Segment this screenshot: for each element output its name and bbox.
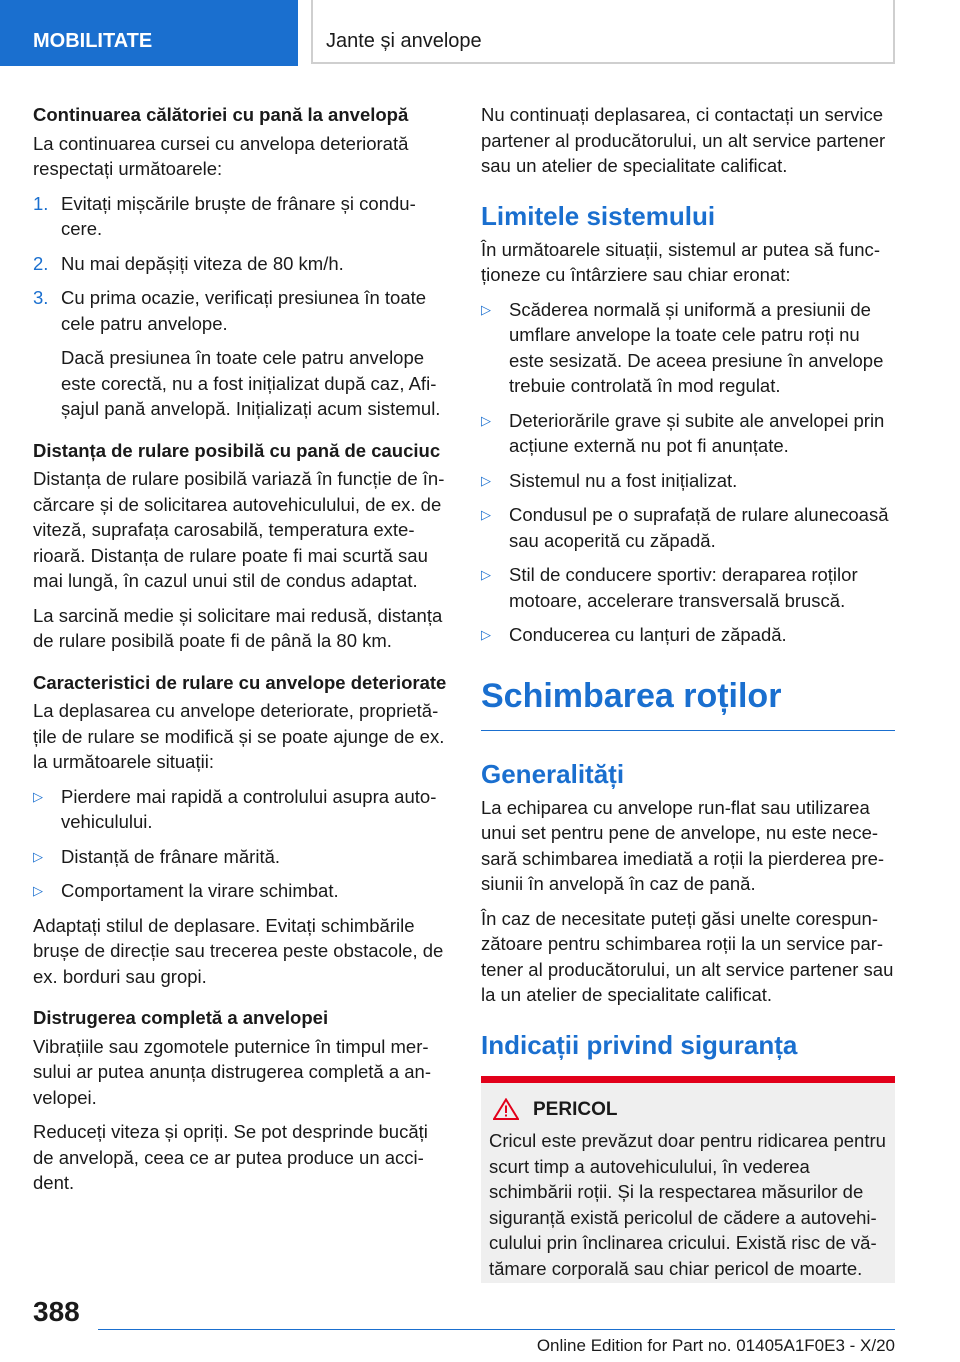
paragraph-tire-destruction-1: Vibrațiile sau zgomotele puternice în timpul mersului ar putea anunța distrugerea completă a anvelopei. xyxy=(33,1035,432,1108)
list-item xyxy=(481,562,895,613)
page-header xyxy=(0,0,960,66)
heading-general: Generalități xyxy=(481,758,625,789)
list-item-text: Scăderea normală și uniformă a presiunii de umflare anvelope la toate cele patru roți nu este sesizată. De aceea presiune în anvelope trebuie controlată în mod regulat. xyxy=(509,298,884,396)
triangle-right-icon: ▷ xyxy=(481,567,491,582)
paragraph-rolling-distance-2: La sarcină medie și solicitare mai redusă, distanța de rulare posibilă poate fi de până la 80 km. xyxy=(33,604,443,651)
list-item xyxy=(481,502,895,553)
triangle-right-icon: ▷ xyxy=(481,627,491,642)
step-number: 3. xyxy=(33,287,49,308)
warning-triangle-icon xyxy=(493,1098,519,1120)
limits-list xyxy=(481,297,895,648)
triangle-right-icon: ▷ xyxy=(33,788,43,804)
list-item xyxy=(33,784,449,835)
heading-rolling-distance: Distanța de rulare posibilă cu pană de cauciuc xyxy=(33,439,441,461)
paragraph-tire-destruction-2: Reduceți viteza și opriți. Se pot desprinde bucăți de anvelopă, ceea ce ar putea produce un accident. xyxy=(33,1121,428,1193)
characteristics-list xyxy=(33,784,449,904)
footer-edition-text: Online Edition for Part no. 01405A1F0E3 - X/20 xyxy=(536,1336,895,1355)
paragraph-system-limits: În următoarele situații, sistemul ar putea să funcționeze cu întârziere sau chiar eronat: xyxy=(481,238,880,285)
paragraph-adapt-style: Adaptați stilul de deplasare. Evitați schimbările brușe de direcție sau trecerea peste obstacole, de ex. borduri sau gropi. xyxy=(33,914,444,987)
step-extra-text: Dacă presiunea în toate cele patru anvelope este corectă, nu a fost inițializat după caz, Afișajul pană anvelopă. Inițializați acum sistemul. xyxy=(61,347,441,419)
list-item-text: Distanță de frânare mărită. xyxy=(61,845,281,867)
triangle-right-icon: ▷ xyxy=(481,412,491,428)
step-item xyxy=(33,285,449,422)
list-item-text: Pierdere mai rapidă a controlului asupra autovehiculului. xyxy=(61,785,437,832)
paragraph-driving-characteristics: La deplasarea cu anvelope deteriorate, proprietățile de rulare se modifică și se poate ajunge de ex. la următoarele situații: xyxy=(33,700,445,772)
step-text: Cu prima ocazie, verificați presiunea în toate cele patru anvelope. xyxy=(61,287,427,334)
list-item xyxy=(481,622,895,648)
list-item-text: Deteriorările grave și subite ale anvelopei prin acțiune externă nu pot fi anunțate. xyxy=(509,409,885,456)
list-item xyxy=(481,297,895,399)
page-number: 388 xyxy=(33,1296,80,1327)
paragraph-continue-driving: La continuarea cursei cu anvelopa deteriorată respectați următoarele: xyxy=(33,132,409,179)
list-item-text: Conducerea cu lanțuri de zăpadă. xyxy=(509,624,787,645)
list-item-text: Stil de conducere sportiv: deraparea roților motoare, accelerare transversală bruscă. xyxy=(509,564,858,611)
triangle-right-icon: ▷ xyxy=(33,883,43,898)
danger-heading xyxy=(489,1097,887,1123)
step-text: Nu mai depășiți viteza de 80 km/h. xyxy=(61,252,344,274)
heading-tire-destruction: Distrugerea completă a anvelopei xyxy=(33,1007,329,1028)
heading-system-limits: Limitele sistemului xyxy=(481,200,716,231)
step-item xyxy=(33,251,449,277)
paragraph-general-1: La echiparea cu anvelope run-flat sau utilizarea unui set pentru pene de anvelope, nu este necesară schimbarea imediată a roții la pierderea presiunii în anvelopă în caz de pană. xyxy=(481,796,885,894)
heading-driving-characteristics: Caracteristici de rulare cu anvelope deteriorate xyxy=(33,671,447,693)
list-item-text: Sistemul nu a fost inițializat. xyxy=(509,469,738,491)
heading-safety-notes: Indicații privind siguranța xyxy=(481,1029,798,1060)
triangle-right-icon: ▷ xyxy=(481,507,491,522)
chapter-tab: Jante și anvelope xyxy=(311,0,895,64)
numbered-steps xyxy=(33,191,449,422)
right-column xyxy=(481,102,895,1283)
triangle-right-icon: ▷ xyxy=(33,848,43,864)
step-number: 2. xyxy=(33,252,49,274)
step-item xyxy=(33,191,449,242)
left-column xyxy=(33,102,449,1205)
list-item xyxy=(33,844,449,870)
list-item xyxy=(481,468,895,494)
triangle-right-icon: ▷ xyxy=(481,301,491,317)
paragraph-general-2: În caz de necesitate puteți găsi unelte corespunzătoare pentru schimbarea roții la un service partener al producătorului, un alt service partener sau la un atelier de specialitate calificat. xyxy=(481,907,894,1005)
paragraph-contact-service: Nu continuați deplasarea, ci contactați un service partener al producătorului, un alt service partener sau un atelier de specialitate calificat. xyxy=(481,104,886,176)
heading-wheel-change: Schimbarea roților xyxy=(481,676,895,731)
list-item xyxy=(481,408,895,459)
section-tab: MOBILITATE xyxy=(0,0,298,66)
step-text: Evitați mișcările bruște de frânare și conducere. xyxy=(61,192,416,239)
list-item xyxy=(33,878,449,904)
triangle-right-icon: ▷ xyxy=(481,472,491,488)
danger-text: Cricul este prevăzut doar pentru ridicarea pentru scurt timp a autovehiculului, în vederea schimbării roții. Și la respectarea măsurilor de siguranță există pericolul de cădere a autovehiculului prin înclinarea cricului. Există risc de vătămare corporală sau chiar pericol de moarte. xyxy=(489,1130,886,1279)
danger-title: PERICOL xyxy=(533,1098,618,1120)
list-item-text: Condusul pe o suprafață de rulare alunecoasă sau acoperită cu zăpadă. xyxy=(509,504,889,551)
footer-divider xyxy=(98,1329,895,1330)
step-number: 1. xyxy=(33,192,49,214)
list-item-text: Comportament la virare schimbat. xyxy=(61,880,339,901)
paragraph-rolling-distance-1: Distanța de rulare posibilă variază în funcție de încărcare și de solicitarea autovehiculului, de ex. de viteză, suprafața carosabilă, temperatura exterioară. Distanța de rulare poate fi mai scurtă sau mai lungă, în cazul unui stil de condus adaptat. xyxy=(33,468,445,591)
heading-continue-driving: Continuarea călătoriei cu pană la anvelopă xyxy=(33,104,409,125)
danger-notice xyxy=(481,1076,895,1284)
